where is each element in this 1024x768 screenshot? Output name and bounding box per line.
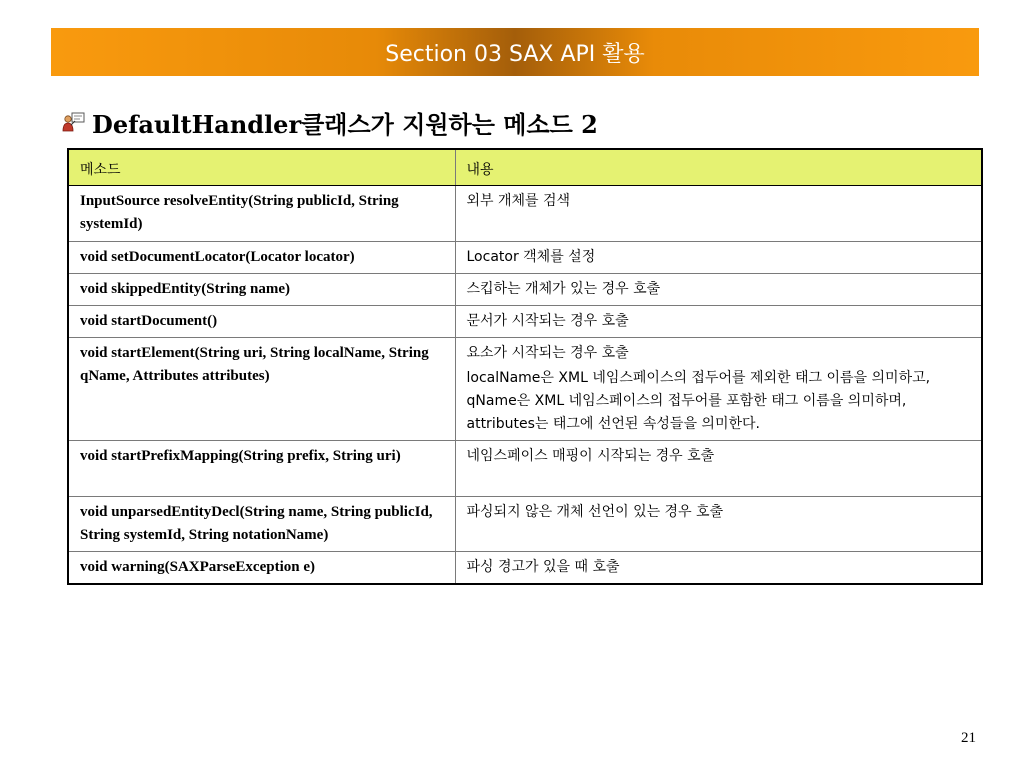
presenter-bullet-icon (60, 109, 86, 135)
table-row (68, 552, 982, 585)
description-cell (455, 274, 982, 306)
column-header-method: 메소드 (68, 149, 455, 186)
method-cell: void skippedEntity(String name) (68, 274, 455, 306)
section-header-bar (51, 28, 979, 76)
method-cell: void warning(SAXParseException e) (68, 552, 455, 585)
description-text: Locator 객체를 설정 (466, 249, 596, 265)
description-text: 네임스페이스 매핑이 시작되는 경우 호출 (466, 448, 715, 464)
description-text: 문서가 시작되는 경우 호출 (466, 313, 629, 329)
page-number: 21 (961, 730, 976, 746)
section-title: Section 03 SAX API 활용 (385, 41, 645, 67)
description-detail: localName은 XML 네임스페이스의 접두어를 제외한 태그 이름을 의미하고, qName은 XML 네임스페이스의 접두어를 포함한 태그 이름을 의미하며, attributes는 태그에 선언된 속성들을 의미한다. (466, 370, 931, 432)
description-cell (455, 242, 982, 274)
slide-subtitle-row (60, 102, 598, 142)
method-cell: void startPrefixMapping(String prefix, String uri) (68, 441, 455, 497)
method-cell: void startElement(String uri, String localName, String qName, Attributes attributes) (68, 338, 455, 441)
methods-table (67, 148, 983, 585)
slide-subtitle: DefaultHandler클래스가 지원하는 메소드 2 (92, 109, 598, 139)
description-text: 요소가 시작되는 경우 호출 (466, 345, 629, 361)
table-row (68, 274, 982, 306)
table-row (68, 441, 982, 497)
table-row (68, 497, 982, 552)
description-cell (455, 186, 982, 242)
method-cell: void setDocumentLocator(Locator locator) (68, 242, 455, 274)
table-row (68, 242, 982, 274)
description-text: 파싱되지 않은 개체 선언이 있는 경우 호출 (466, 504, 724, 520)
description-cell (455, 552, 982, 585)
description-text: 스킵하는 개체가 있는 경우 호출 (466, 281, 661, 297)
description-cell (455, 441, 982, 497)
column-header-description: 내용 (455, 149, 982, 186)
description-text: 외부 개체를 검색 (466, 193, 571, 209)
description-cell (455, 497, 982, 552)
table-row (68, 186, 982, 242)
table-row (68, 306, 982, 338)
method-cell: void unparsedEntityDecl(String name, String publicId, String systemId, String notationName) (68, 497, 455, 552)
table-header-row (68, 149, 982, 186)
description-cell (455, 306, 982, 338)
table-row (68, 338, 982, 441)
description-cell (455, 338, 982, 441)
method-cell: void startDocument() (68, 306, 455, 338)
method-cell: InputSource resolveEntity(String publicId, String systemId) (68, 186, 455, 242)
description-text: 파싱 경고가 있을 때 호출 (466, 559, 620, 575)
